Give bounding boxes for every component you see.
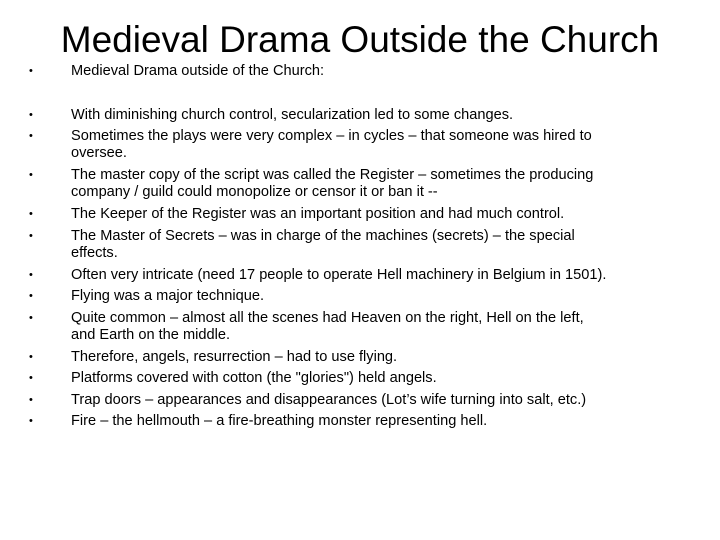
bullet-dot-icon: •	[29, 169, 33, 181]
bullet-line: company / guild could monopolize or censor it or ban it --	[71, 184, 438, 200]
bullet-text	[71, 310, 691, 344]
slide-title: Medieval Drama Outside the Church	[60, 19, 660, 60]
bullet-text	[71, 167, 691, 201]
bullet-line: effects.	[71, 245, 118, 261]
bullet-line: Quite common – almost all the scenes had Heaven on the right, Hell on the left,	[71, 310, 584, 326]
bullet-dot-icon: •	[29, 372, 33, 384]
bullet-text	[71, 370, 691, 387]
bullet-line: The master copy of the script was called the Register – sometimes the producing	[71, 167, 594, 183]
bullet-line: and Earth on the middle.	[71, 327, 231, 343]
bullet-line: The Keeper of the Register was an important position and had much control.	[71, 206, 565, 222]
bullet-text	[71, 413, 691, 430]
bullet-line: The Master of Secrets – was in charge of the machines (secrets) – the special	[71, 228, 575, 244]
bullet-dot-icon: •	[29, 208, 33, 220]
bullet-text	[71, 228, 691, 262]
bullet-line: oversee.	[71, 145, 127, 161]
bullet-text	[71, 63, 691, 80]
bullet-line: Therefore, angels, resurrection – had to use flying.	[71, 349, 398, 365]
bullet-line: With diminishing church control, secularization led to some changes.	[71, 107, 514, 123]
bullet-dot-icon: •	[29, 415, 33, 427]
bullet-dot-icon: •	[29, 65, 33, 77]
bullet-dot-icon: •	[29, 269, 33, 281]
bullet-line: Trap doors – appearances and disappearances (Lot’s wife turning into salt, etc.)	[71, 392, 587, 408]
bullet-text	[71, 288, 691, 305]
bullet-line: Sometimes the plays were very complex – in cycles – that someone was hired to	[71, 128, 592, 144]
bullet-line: Platforms covered with cotton (the "glories") held angels.	[71, 370, 437, 386]
bullet-line: Flying was a major technique.	[71, 288, 265, 304]
bullet-line: Medieval Drama outside of the Church:	[71, 63, 325, 79]
bullet-dot-icon: •	[29, 130, 33, 142]
bullet-text	[71, 206, 691, 223]
bullet-line: Fire – the hellmouth – a fire-breathing monster representing hell.	[71, 413, 488, 429]
bullet-dot-icon: •	[29, 290, 33, 302]
bullet-text	[71, 392, 691, 409]
bullet-dot-icon: •	[29, 351, 33, 363]
bullet-dot-icon: •	[29, 109, 33, 121]
bullet-text	[71, 107, 691, 124]
bullet-text	[71, 128, 691, 162]
bullet-dot-icon: •	[29, 230, 33, 242]
bullet-text	[71, 267, 691, 284]
bullet-text	[71, 349, 691, 366]
bullet-line: Often very intricate (need 17 people to operate Hell machinery in Belgium in 1501).	[71, 267, 607, 283]
bullet-dot-icon: •	[29, 394, 33, 406]
bullet-dot-icon: •	[29, 312, 33, 324]
